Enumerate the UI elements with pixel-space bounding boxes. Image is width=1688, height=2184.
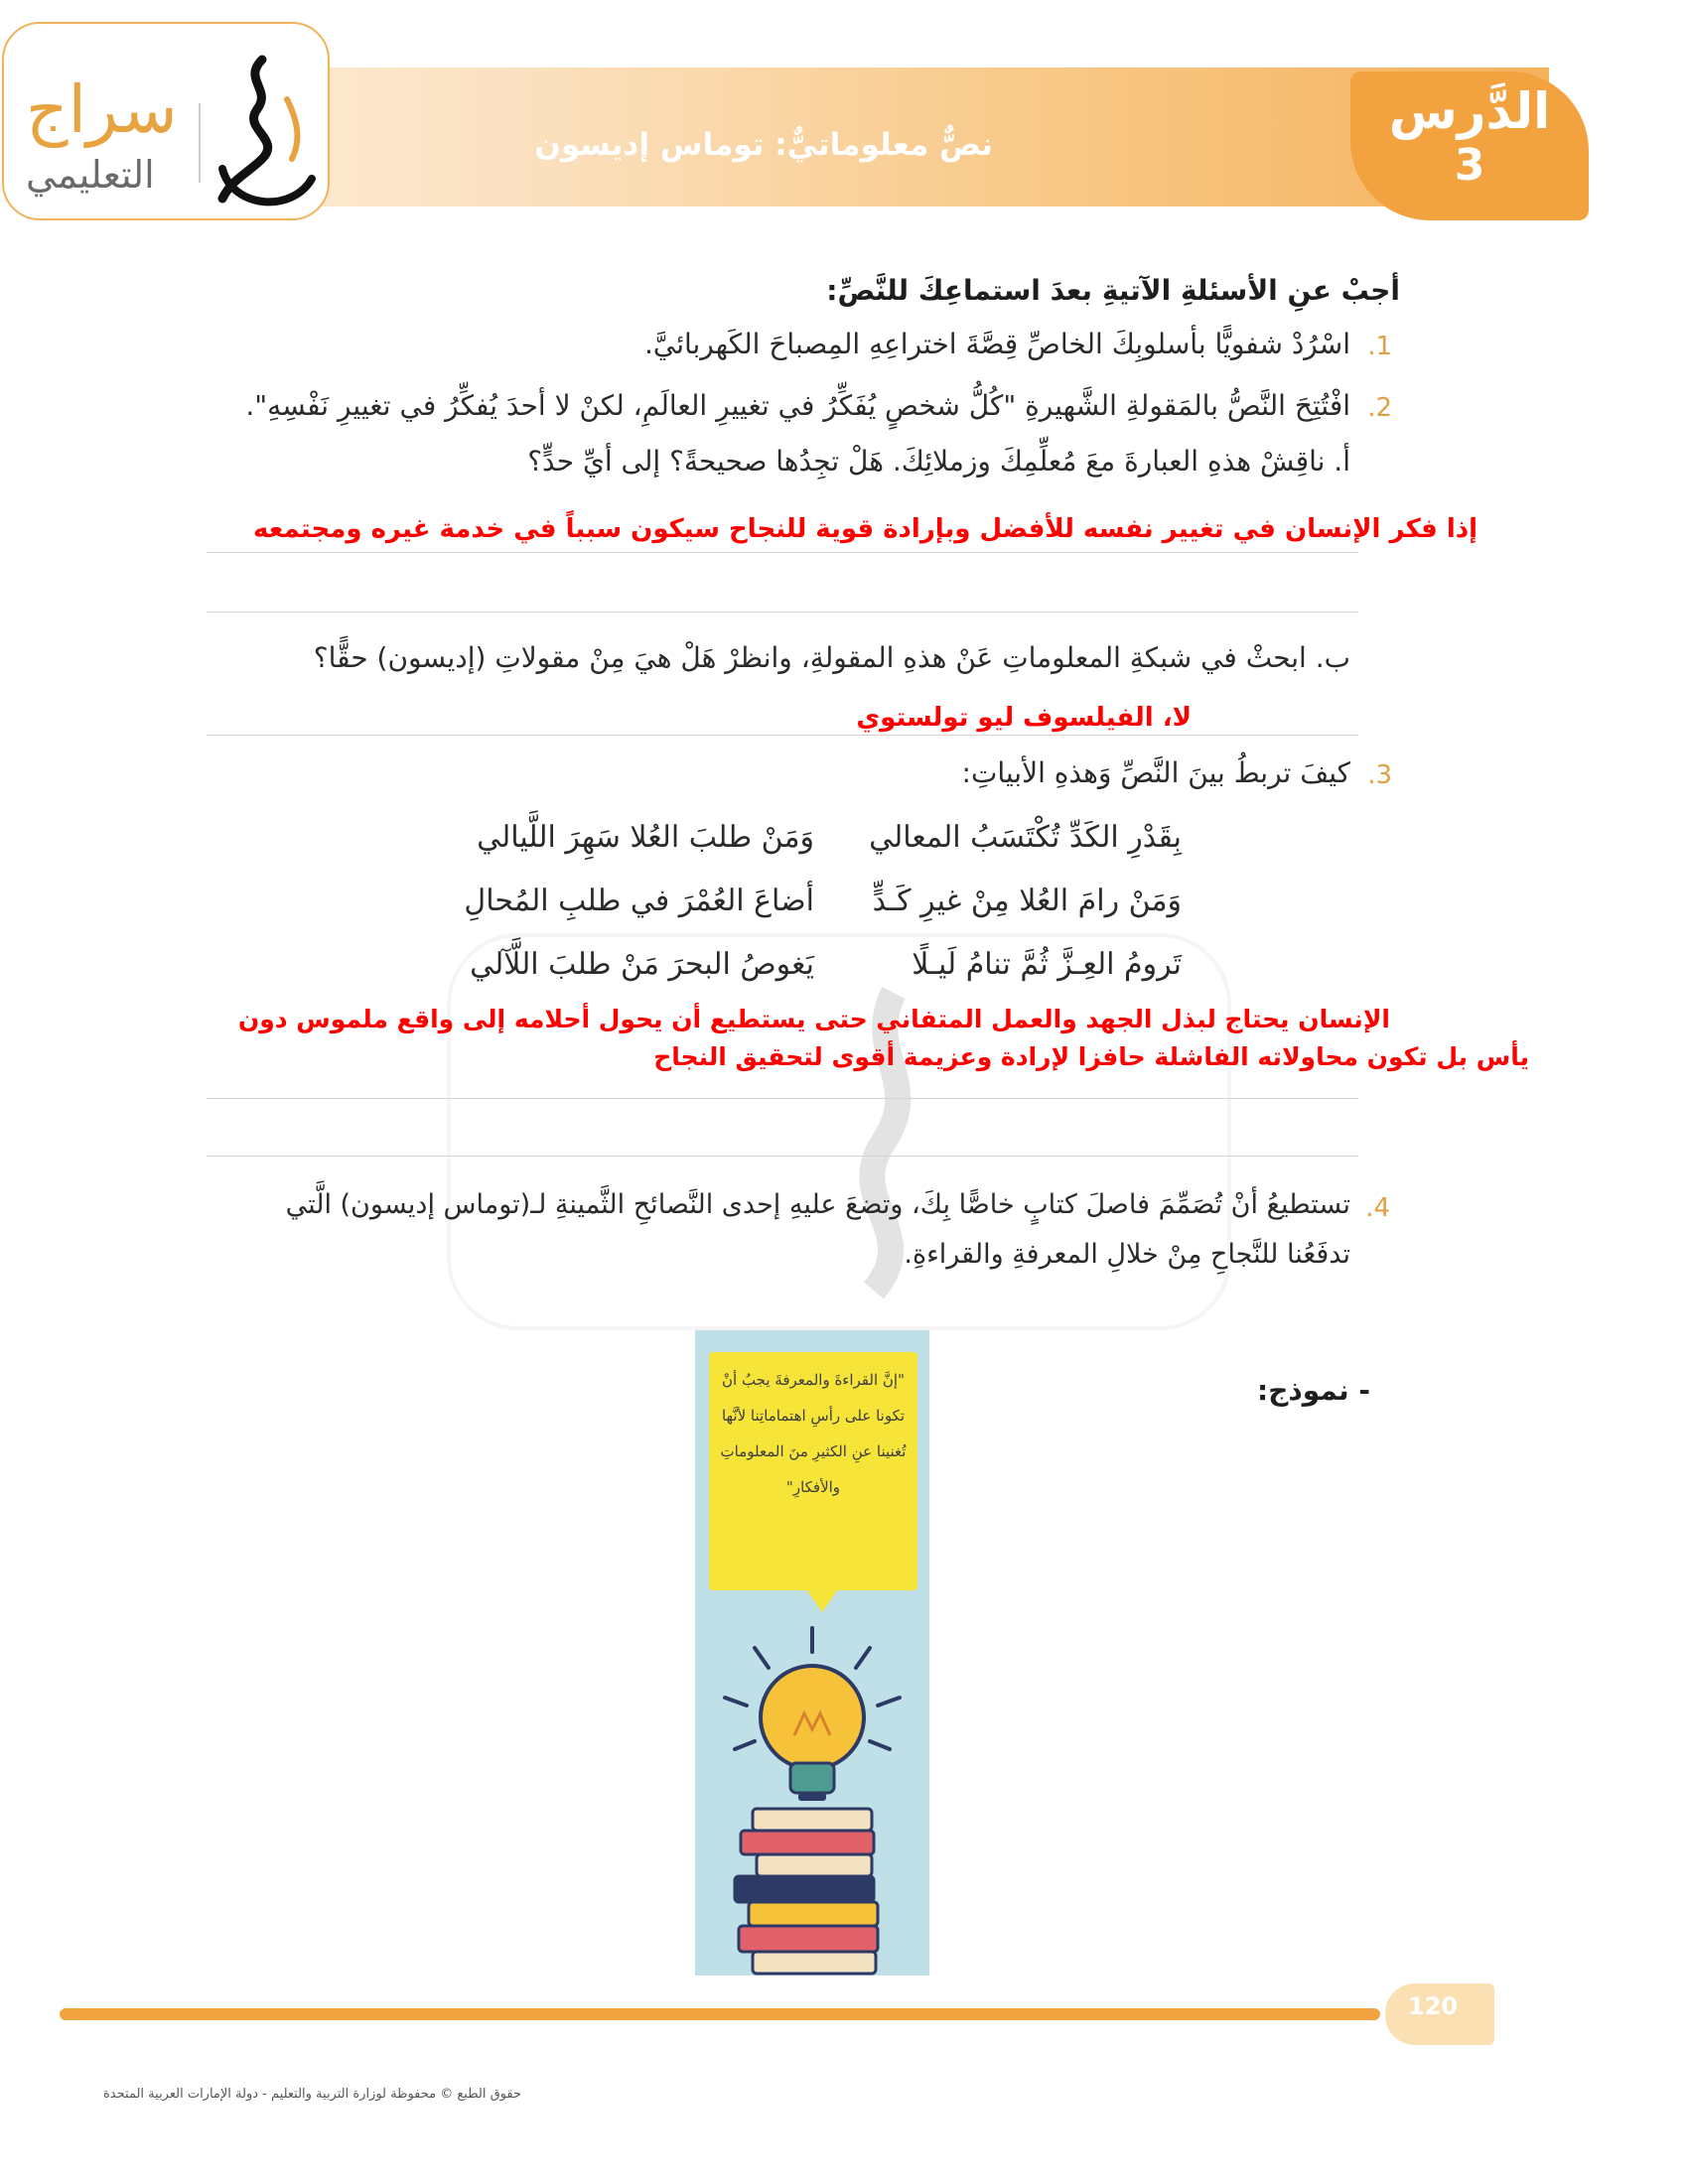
lesson-number: 3 (1454, 140, 1485, 191)
question-2b-text: ب. ابحثْ في شبكةِ المعلوماتِ عَنْ هذهِ المقولةِ، وانظرْ هَلْ هيَ مِنْ مقولاتِ (إديسون) حقًّا؟ (313, 641, 1350, 674)
answer-line (207, 612, 1358, 613)
question-number: 2. (1367, 393, 1392, 423)
speech-bubble-tail (804, 1586, 840, 1612)
verse-second-half: يَغوصُ البحرَ مَنْ طلبَ اللَّآلي (470, 947, 814, 982)
lesson-tab (1350, 71, 1589, 220)
verse-first-half: بِقَدْرِ الكَدِّ تُكْتَسَبُ المعالي (869, 820, 1182, 855)
lesson-title: نصٌّ معلوماتيٌّ: توماس إديسون (534, 127, 993, 163)
bookmark-sample (695, 1330, 929, 1976)
question-1-text: اسْرُدْ شفويًّا بأسلوبِكَ الخاصِّ قِصَّةَ اختراعِهِ المِصباحَ الكَهربائيَّ. (643, 328, 1350, 360)
answer-3-line-2: يأس بل تكون محاولاته الفاشلة حافزا لإرادة وعزيمة أقوى لتحقيق النجاح (653, 1042, 1529, 1071)
books-stack-icon (735, 1809, 878, 1974)
page-number: 120 (1408, 1992, 1459, 2020)
answer-line (207, 735, 1358, 736)
bookmark-quote: "إنَّ القراءةَ والمعرفةَ يجبُ أنْ تكونا على رأسِ اهتماماتِنا لأنَّها تُغنينا عنِ الكثيرِ منَ المعلوماتِ والأفكارِ" (720, 1371, 907, 1496)
question-4-text-line-2: تدفَعُنا للنَّجاحِ مِنْ خلالِ المعرفةِ والقراءةِ. (904, 1239, 1350, 1270)
logo-divider (199, 103, 201, 183)
question-number: 3. (1367, 760, 1392, 790)
question-2a-text: أ. ناقِشْ هذهِ العبارةَ معَ مُعلِّمِكَ وزملائِكَ. هَلْ تجِدُها صحيحةً؟ إلى أيِّ حدٍّ؟ (527, 445, 1350, 478)
answer-line (207, 552, 1358, 553)
siraj-logo (2, 22, 330, 220)
logo-sub-text: التعليمي (26, 153, 155, 197)
question-number: 1. (1367, 332, 1392, 361)
instruction-heading: أجبْ عنِ الأسئلةِ الآتيةِ بعدَ استماعِكَ للنَّصِّ: (826, 274, 1400, 307)
question-3-text: كيفَ تربطُ بينَ النَّصِّ وَهذهِ الأبياتِ: (961, 756, 1350, 789)
model-label: - نموذج: (1257, 1374, 1370, 1407)
logo-main-text: سراج (26, 71, 178, 148)
lightbulb-books-illustration (695, 1618, 929, 1976)
answer-3-line-1: الإنسان يحتاج لبذل الجهد والعمل المتفاني حتى يستطيع أن يحول أحلامه إلى واقع ملموس دون (237, 1005, 1390, 1033)
watermark (447, 933, 1231, 1330)
copyright-notice: حقوق الطبع © محفوظة لوزارة التربية والتعليم - دولة الإمارات العربية المتحدة (103, 2087, 522, 2102)
answer-2a: إذا فكر الإنسان في تغيير نفسه للأفضل وبإرادة قوية للنجاح سيكون سبباً في خدمة غيره ومجتمعه (253, 514, 1477, 544)
answer-line (207, 1098, 1358, 1099)
lightbulb-icon (761, 1666, 864, 1801)
question-4-text-line-1: تستطيعُ أنْ تُصَمِّمَ فاصلَ كتابٍ خاصًّا بِكَ، وتضعَ عليهِ إحدى النَّصائحِ الثَّمينةِ لـ(توماس إديسون) الَّتي (285, 1189, 1350, 1220)
speech-bubble (709, 1352, 917, 1590)
verse-second-half: أضاعَ العُمْرَ في طلبِ المُحالِ (464, 884, 814, 918)
lesson-label: الدَّرس (1388, 82, 1551, 140)
footer-bar (60, 2008, 1380, 2020)
answer-line (207, 1156, 1358, 1157)
verse-first-half: تَرومُ العِـزَّ ثُمَّ تنامُ لَيـلًا (912, 947, 1182, 982)
verse-second-half: وَمَنْ طلبَ العُلا سَهِرَ اللَّيالي (477, 820, 814, 855)
question-2-text: افْتُتِحَ النَّصُّ بالمَقولةِ الشَّهيرةِ "كُلُّ شخصٍ يُفَكِّرُ في تغييرِ العالَمِ، لكنْ لا أحدَ يُفكِّرُ في تغييرِ نَفْسِهِ". (245, 389, 1350, 422)
watermark-shape (447, 933, 1231, 1330)
calligraphy-icon (203, 50, 328, 218)
verse-first-half: وَمَنْ رامَ العُلا مِنْ غيرِ كَـدٍّ (872, 884, 1182, 918)
answer-2b: لا، الفيلسوف ليو تولستوي (856, 703, 1192, 733)
question-number: 4. (1365, 1193, 1390, 1223)
